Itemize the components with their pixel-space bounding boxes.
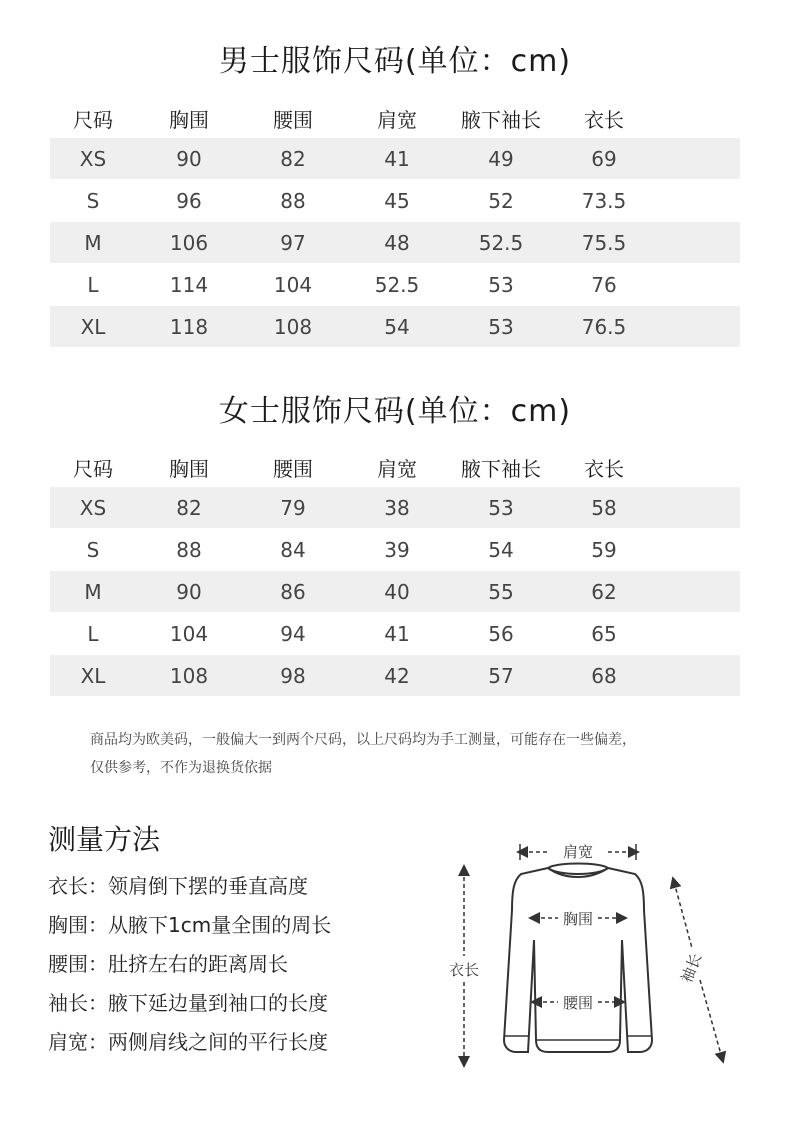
sleeve-label: 袖长 (677, 950, 706, 986)
table-row (50, 306, 740, 348)
table-cell: M (50, 571, 136, 613)
header-cell: 尺码 (73, 456, 113, 481)
table-cell: L (50, 264, 136, 306)
table-cell: 59 (552, 529, 656, 571)
list-item: 袖长：腋下延边量到袖口的长度 (48, 991, 328, 1015)
table-cell: 98 (242, 655, 344, 697)
table-cell-spacer (656, 487, 740, 529)
table-cell: XL (50, 306, 136, 348)
table-cell-spacer (656, 613, 740, 655)
disclaimer-line: 商品均为欧美码，一般偏大一到两个尺码，以上尺码均为手工测量，可能存在一些偏差， (90, 732, 636, 748)
table-row (50, 487, 740, 529)
table-cell: XS (50, 487, 136, 529)
table-header-row (50, 98, 740, 138)
table-cell: 75.5 (552, 222, 656, 264)
table-cell: 68 (552, 655, 656, 697)
women-size-title: 女士服饰尺码(单位：cm) (218, 394, 572, 429)
garment-diagram (430, 830, 750, 1080)
table-cell: 108 (136, 655, 242, 697)
table-cell: 86 (242, 571, 344, 613)
table-row (50, 571, 740, 613)
table-cell: 58 (552, 487, 656, 529)
disclaimer-line: 仅供参考，不作为退换货依据 (90, 760, 272, 776)
header-cell: 腋下袖长 (461, 456, 541, 481)
table-cell: 106 (136, 222, 242, 264)
header-cell: 肩宽 (377, 456, 417, 481)
table-cell-spacer (656, 180, 740, 222)
table-cell: 39 (344, 529, 450, 571)
header-cell: 腋下袖长 (461, 107, 541, 132)
table-cell: 52.5 (344, 264, 450, 306)
list-item: 肩宽：两侧肩线之间的平行长度 (48, 1030, 328, 1054)
table-cell: 54 (450, 529, 552, 571)
table-cell: 88 (242, 180, 344, 222)
table-cell: 53 (450, 306, 552, 348)
table-cell: 53 (450, 487, 552, 529)
table-cell: 88 (136, 529, 242, 571)
table-cell: 52.5 (450, 222, 552, 264)
shoulder-label: 肩宽 (562, 843, 594, 861)
list-item: 腰围：肚挤左右的距离周长 (48, 952, 288, 976)
table-cell-spacer (656, 655, 740, 697)
table-cell: 56 (450, 613, 552, 655)
table-cell: 90 (136, 571, 242, 613)
table-cell: 52 (450, 180, 552, 222)
table-cell: 48 (344, 222, 450, 264)
table-cell: M (50, 222, 136, 264)
table-cell: 55 (450, 571, 552, 613)
table-cell: 65 (552, 613, 656, 655)
table-cell: 104 (136, 613, 242, 655)
table-cell: 41 (344, 613, 450, 655)
table-cell-spacer (656, 529, 740, 571)
table-cell: 84 (242, 529, 344, 571)
men-size-table (50, 98, 740, 348)
table-cell: 42 (344, 655, 450, 697)
table-cell: 73.5 (552, 180, 656, 222)
table-cell: 53 (450, 264, 552, 306)
table-cell: 76 (552, 264, 656, 306)
table-cell: XS (50, 138, 136, 180)
table-cell: 96 (136, 180, 242, 222)
header-cell: 尺码 (73, 107, 113, 132)
header-cell-spacer (656, 98, 740, 138)
table-cell: 118 (136, 306, 242, 348)
table-cell: L (50, 613, 136, 655)
header-cell: 衣长 (584, 456, 624, 481)
table-cell: 104 (242, 264, 344, 306)
table-cell-spacer (656, 222, 740, 264)
table-cell: 97 (242, 222, 344, 264)
list-item: 胸围：从腋下1cm量全围的周长 (48, 913, 332, 937)
table-cell: 38 (344, 487, 450, 529)
table-cell: 69 (552, 138, 656, 180)
table-cell: 79 (242, 487, 344, 529)
table-row (50, 655, 740, 697)
header-cell: 肩宽 (377, 107, 417, 132)
table-cell: XL (50, 655, 136, 697)
table-cell: 49 (450, 138, 552, 180)
table-cell: 82 (136, 487, 242, 529)
women-size-table (50, 447, 740, 697)
table-cell-spacer (656, 138, 740, 180)
header-cell-spacer (656, 447, 740, 487)
table-header-row (50, 447, 740, 487)
waist-label: 腰围 (562, 994, 594, 1012)
table-cell-spacer (656, 306, 740, 348)
table-cell-spacer (656, 571, 740, 613)
table-cell: 62 (552, 571, 656, 613)
table-cell: 94 (242, 613, 344, 655)
table-cell: 54 (344, 306, 450, 348)
table-row (50, 613, 740, 655)
table-cell: S (50, 529, 136, 571)
table-cell: 41 (344, 138, 450, 180)
disclaimer-note (90, 726, 730, 782)
table-cell-spacer (656, 264, 740, 306)
men-size-title: 男士服饰尺码(单位：cm) (218, 44, 572, 79)
table-row (50, 264, 740, 306)
table-cell: 57 (450, 655, 552, 697)
table-cell: 108 (242, 306, 344, 348)
table-row (50, 180, 740, 222)
header-cell: 胸围 (169, 456, 209, 481)
table-row (50, 138, 740, 180)
header-cell: 腰围 (273, 456, 313, 481)
table-cell: 90 (136, 138, 242, 180)
table-cell: S (50, 180, 136, 222)
table-cell: 40 (344, 571, 450, 613)
header-cell: 胸围 (169, 107, 209, 132)
table-cell: 114 (136, 264, 242, 306)
table-cell: 76.5 (552, 306, 656, 348)
collar-icon (548, 864, 608, 875)
table-row (50, 222, 740, 264)
method-list (48, 870, 331, 1065)
header-cell: 腰围 (273, 107, 313, 132)
length-label: 衣长 (448, 961, 480, 979)
table-cell: 45 (344, 180, 450, 222)
shirt-outline-icon (504, 868, 652, 1052)
table-cell: 82 (242, 138, 344, 180)
table-row (50, 529, 740, 571)
list-item: 衣长：领肩倒下摆的垂直高度 (48, 874, 308, 898)
method-title: 测量方法 (48, 823, 161, 856)
chest-label: 胸围 (562, 910, 594, 928)
header-cell: 衣长 (584, 107, 624, 132)
